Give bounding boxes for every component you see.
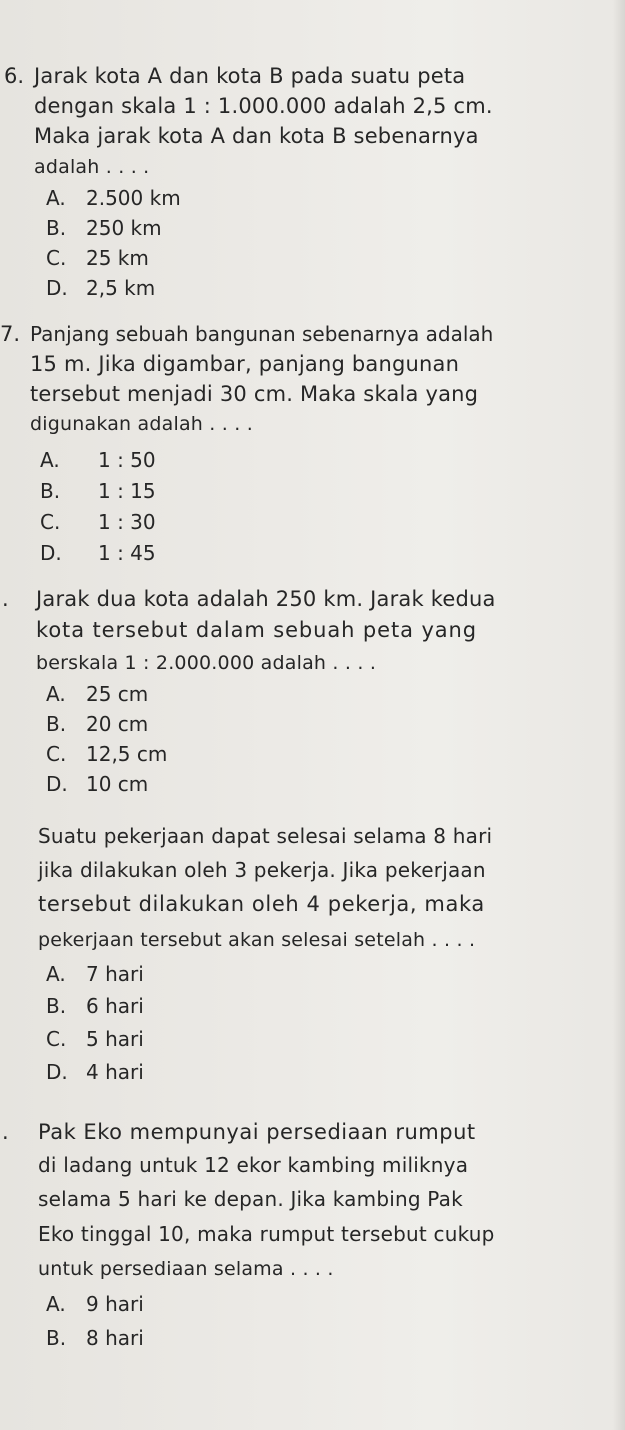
question-8-option-a[interactable]: A. 25 cm <box>46 682 149 706</box>
question-10-option-a[interactable]: A. 9 hari <box>46 1292 144 1316</box>
question-10-line-3: selama 5 hari ke depan. Jika kambing Pak <box>38 1187 463 1211</box>
question-8-option-d[interactable]: D. 10 cm <box>46 772 149 796</box>
question-7-option-c[interactable]: C. 1 : 30 <box>40 510 156 534</box>
question-10-option-b[interactable]: B. 8 hari <box>46 1326 144 1350</box>
question-6-option-c[interactable]: C. 25 km <box>46 246 149 270</box>
question-7-option-a[interactable]: A. 1 : 50 <box>40 448 156 472</box>
question-10-line-4: Eko tinggal 10, maka rumput tersebut cukup <box>38 1222 495 1246</box>
question-6-line-4: adalah . . . . <box>34 156 150 178</box>
question-7-line-1: Panjang sebuah bangunan sebenarnya adalah <box>30 322 494 346</box>
question-8-number: . <box>2 587 9 611</box>
question-9-line-4: pekerjaan tersebut akan selesai setelah . . . . <box>38 929 476 951</box>
question-7-option-b[interactable]: B. 1 : 15 <box>40 479 156 503</box>
question-9-option-d[interactable]: D. 4 hari <box>46 1060 144 1084</box>
question-8-line-2: kota tersebut dalam sebuah peta yang <box>36 618 477 642</box>
question-9-line-1: Suatu pekerjaan dapat selesai selama 8 hari <box>38 824 493 848</box>
question-8-option-c[interactable]: C. 12,5 cm <box>46 742 168 766</box>
question-9-option-a[interactable]: A. 7 hari <box>46 962 144 986</box>
question-7-number: 7. <box>0 322 21 346</box>
question-6-option-a[interactable]: A. 2.500 km <box>46 186 181 210</box>
question-6-line-1: Jarak kota A dan kota B pada suatu peta <box>34 64 466 88</box>
question-9-line-2: jika dilakukan oleh 3 pekerja. Jika pekerjaan <box>38 858 486 882</box>
question-10-line-5: untuk persediaan selama . . . . <box>38 1258 334 1280</box>
question-6-line-3: Maka jarak kota A dan kota B sebenarnya <box>34 124 479 148</box>
question-7-line-4: digunakan adalah . . . . <box>30 413 253 435</box>
question-8-option-b[interactable]: B. 20 cm <box>46 712 149 736</box>
question-9-line-3: tersebut dilakukan oleh 4 pekerja, maka <box>38 892 485 916</box>
question-6-line-2: dengan skala 1 : 1.000.000 adalah 2,5 cm. <box>34 94 493 118</box>
question-9-option-c[interactable]: C. 5 hari <box>46 1027 144 1051</box>
question-6-option-b[interactable]: B. 250 km <box>46 216 162 240</box>
question-7-option-d[interactable]: D. 1 : 45 <box>40 541 156 565</box>
question-10-line-2: di ladang untuk 12 ekor kambing miliknya <box>38 1153 469 1177</box>
question-7-line-2: 15 m. Jika digambar, panjang bangunan <box>30 352 460 376</box>
question-8-line-1: Jarak dua kota adalah 250 km. Jarak kedua <box>36 587 496 611</box>
question-8-line-3: berskala 1 : 2.000.000 adalah . . . . <box>36 652 377 674</box>
page-edge-shadow <box>613 0 625 1430</box>
question-10-line-1: Pak Eko mempunyai persediaan rumput <box>38 1120 476 1144</box>
question-7-line-3: tersebut menjadi 30 cm. Maka skala yang <box>30 382 479 406</box>
question-10-number: . <box>2 1120 9 1144</box>
question-6-option-d[interactable]: D. 2,5 km <box>46 276 156 300</box>
question-6-number: 6. <box>4 64 25 88</box>
question-9-option-b[interactable]: B. 6 hari <box>46 994 144 1018</box>
